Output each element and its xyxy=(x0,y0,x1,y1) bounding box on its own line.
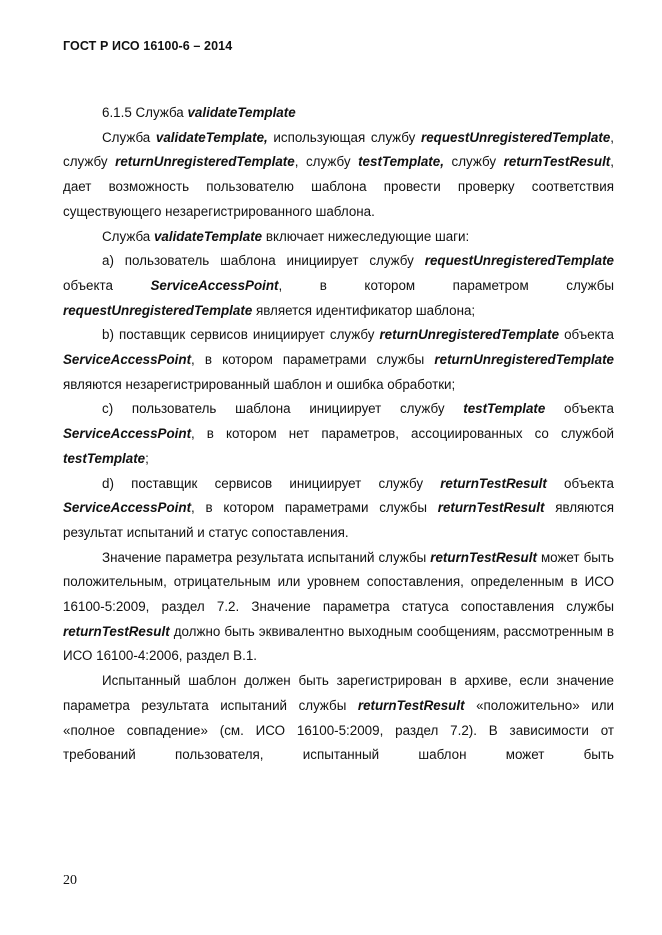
list-item-d: d) поставщик сервисов инициирует службу returnTestResult объекта ServiceAccessPoint, в котором параметрами службы returnTestResult являются результат испытаний и статус сопоставления. xyxy=(63,475,614,540)
service-term: returnTestResult xyxy=(437,500,545,516)
list-item-b: b) поставщик сервисов инициирует службу returnUnregisteredTemplate объекта ServiceAccessPoint, в котором параметрами службы returnUnregisteredTemplate являются незарегистрированный шаблон и ошибка обработки; xyxy=(63,327,614,392)
paragraph-steps-intro: Служба validateTemplate включает нижеследующие шаги: xyxy=(102,228,470,244)
service-term: returnUnregisteredTemplate xyxy=(115,154,295,170)
service-term: ServiceAccessPoint xyxy=(63,426,192,442)
service-term: validateTemplate, xyxy=(155,129,268,145)
service-term: testTemplate xyxy=(463,401,546,417)
service-term: ServiceAccessPoint xyxy=(150,277,279,293)
standard-header: ГОСТ Р ИСО 16100-6 – 2014 xyxy=(63,39,233,53)
list-item-c: c) пользователь шаблона инициирует службу testTemplate объекта ServiceAccessPoint, в котором нет параметров, ассоциированных со службой testTemplate; xyxy=(63,401,614,466)
service-term: requestUnregisteredTemplate xyxy=(63,302,253,318)
list-item-a: a) пользователь шаблона инициирует службу requestUnregisteredTemplate объекта ServiceAccessPoint, в котором параметром службы requestUnregisteredTemplate является идентификатор шаблона; xyxy=(63,253,615,318)
body-text xyxy=(63,101,614,768)
service-term: returnTestResult xyxy=(430,549,537,565)
service-term: returnTestResult xyxy=(63,623,170,639)
paragraph-validate-description: Служба validateTemplate, использующая службу requestUnregisteredTemplate, службу returnUnregisteredTemplate, службу testTemplate, службу returnTestResult, дает возможность пользователю шаблона провести проверку соответствия существующего незарегистрированного шаблона. xyxy=(63,129,614,219)
service-term: requestUnregisteredTemplate xyxy=(424,253,614,269)
service-term: ServiceAccessPoint xyxy=(63,500,192,516)
service-term: returnUnregisteredTemplate xyxy=(379,327,560,343)
paragraph-result-value: Значение параметра результата испытаний службы returnTestResult может быть положительным, отрицательным или уровнем сопоставления, определенным в ИСО 16100-5:2009, раздел 7.2. Значение параметра статуса сопоставления службы returnTestResult должно быть эквивалентно выходным сообщениям, рассмотренным в ИСО 16100-4:2006, раздел B.1. xyxy=(63,549,614,664)
service-term: returnTestResult xyxy=(440,475,547,491)
service-term: requestUnregisteredTemplate xyxy=(421,129,611,145)
service-term: ServiceAccessPoint xyxy=(63,352,192,368)
service-term: testTemplate xyxy=(63,450,146,466)
paragraph-registration: Испытанный шаблон должен быть зарегистрирован в архиве, если значение параметра результата испытаний службы returnTestResult «положительно» или «полное совпадение» (см. ИСО 16100-5:2009, раздел 7.2). В зависимости от требований пользователя, испытанный шаблон может быть xyxy=(63,673,614,763)
section-heading: 6.1.5 Служба validateTemplate xyxy=(102,105,296,120)
service-term: returnTestResult xyxy=(357,697,465,713)
page-number: 20 xyxy=(63,873,77,888)
service-term: testTemplate, xyxy=(358,154,444,170)
service-term: returnUnregisteredTemplate xyxy=(434,352,614,368)
service-term: validateTemplate xyxy=(153,228,263,244)
service-term: returnTestResult xyxy=(503,154,611,170)
service-term: validateTemplate xyxy=(187,105,296,120)
